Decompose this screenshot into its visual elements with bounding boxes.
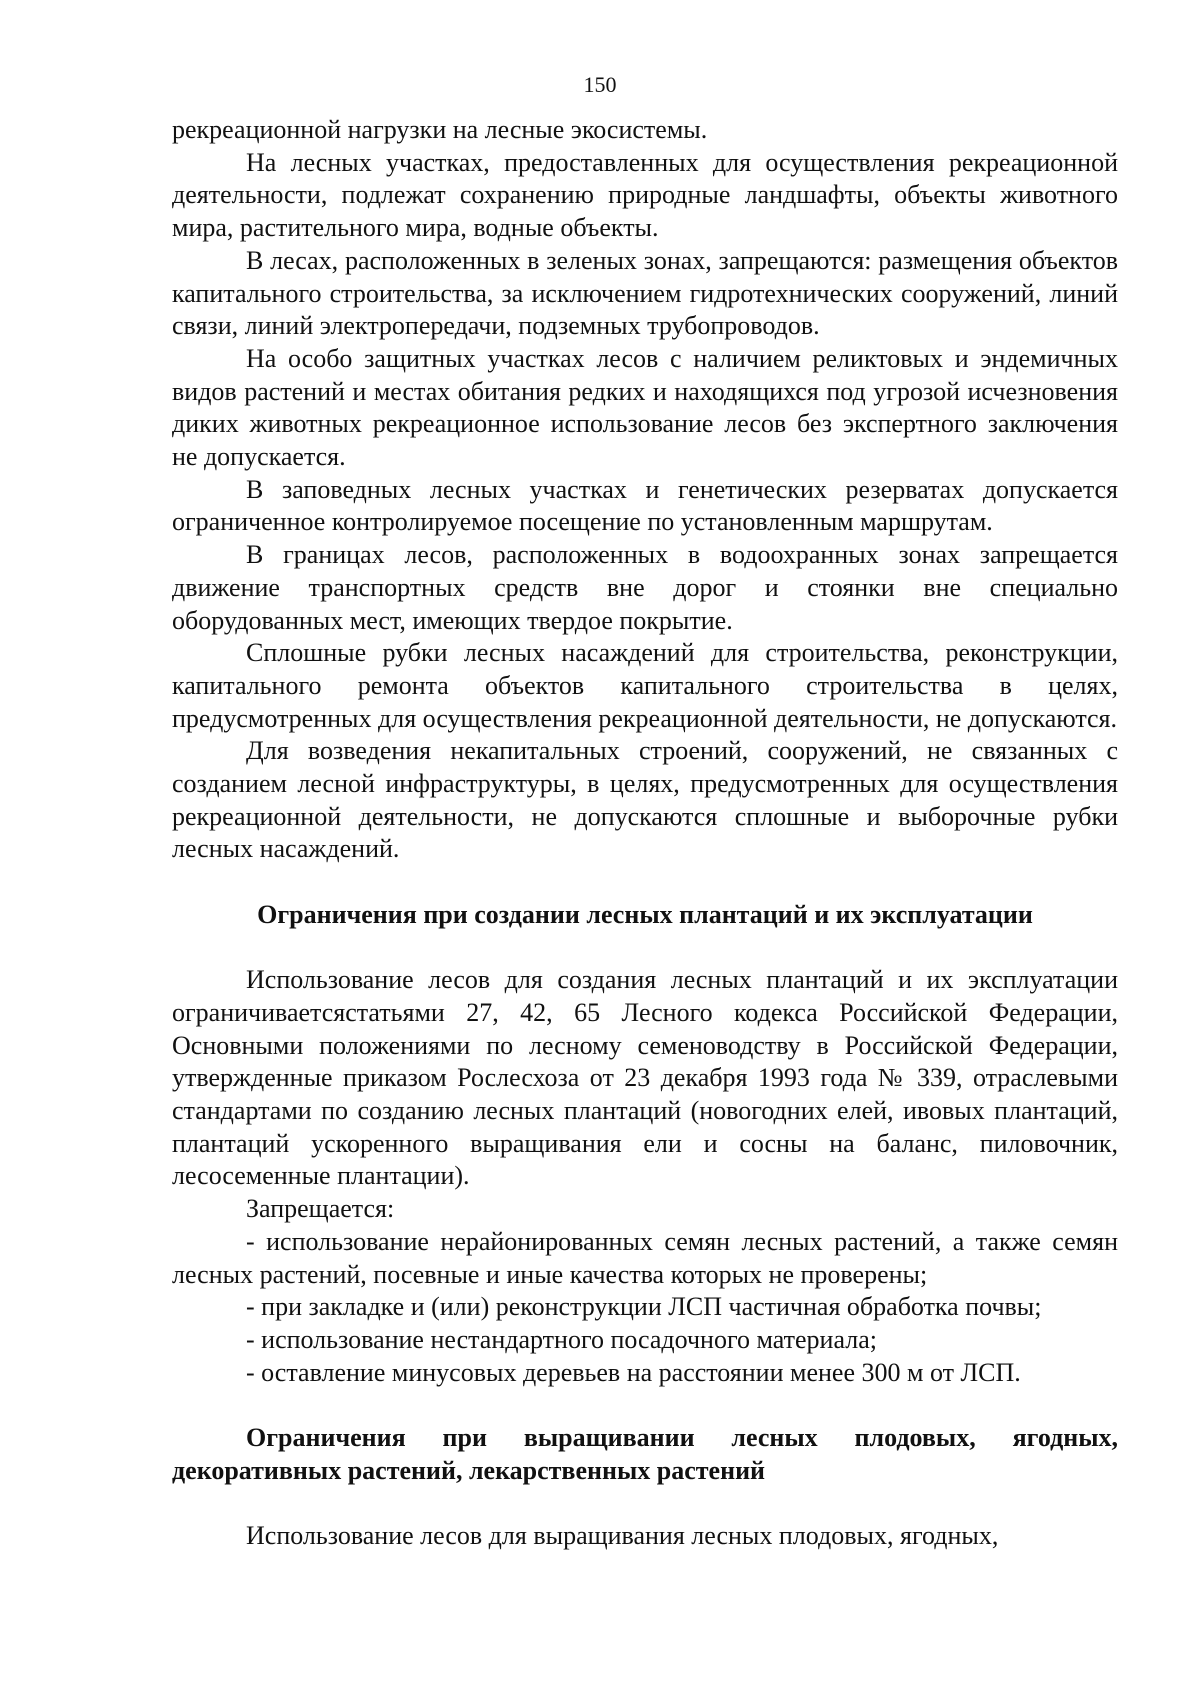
- section-heading-fruit-berry-plants: Ограничения при выращивании лесных плодовых, ягодных, декоративных растений, лекарственных растений: [172, 1423, 1118, 1485]
- spacer: [172, 932, 1118, 965]
- list-item: - использование нестандартного посадочного материала;: [246, 1324, 877, 1354]
- page-number: 150: [583, 72, 617, 97]
- paragraph-water-protection: В границах лесов, расположенных в водоохранных зонах запрещается движение транспортных средств вне дорог и стоянки вне специально оборудованных мест, имеющих твердое покрытие.: [172, 540, 1118, 635]
- list-item: - оставление минусовых деревьев на расстоянии менее 300 м от ЛСП.: [246, 1357, 1021, 1387]
- paragraph-fruit-berry-usage: Использование лесов для выращивания лесных плодовых, ягодных,: [246, 1521, 999, 1551]
- list-item: - при закладке и (или) реконструкции ЛСП частичная обработка почвы;: [246, 1292, 1042, 1322]
- spacer: [172, 1389, 1118, 1422]
- spacer: [172, 1487, 1118, 1520]
- paragraph-recreation-landscapes: На лесных участках, предоставленных для осуществления рекреационной деятельности, подлежат сохранению природные ландшафты, объекты животного мира, растительного мира, водные объекты.: [172, 147, 1118, 243]
- spacer: [172, 866, 1118, 899]
- section-heading-plantations: Ограничения при создании лесных плантаций и их эксплуатации: [257, 899, 1033, 929]
- paragraph-continuation: рекреационной нагрузки на лесные экосистемы.: [172, 115, 708, 144]
- paragraph-green-zones: В лесах, расположенных в зеленых зонах, запрещаются: размещения объектов капитального строительства, за исключением гидротехнических сооружений, линий связи, линий электропередачи, подземных трубопроводов.: [172, 245, 1118, 341]
- document-body: [172, 114, 1118, 1553]
- list-item: - использование нерайонированных семян лесных растений, а также семян лесных растений, посевные и иные качества которых не проверены;: [172, 1226, 1118, 1289]
- prohibition-list: [172, 1226, 1118, 1390]
- paragraph-reserves: В заповедных лесных участках и генетических резерватах допускается ограниченное контролируемое посещение по установленным маршрутам.: [172, 474, 1118, 537]
- paragraph-clear-cutting: Сплошные рубки лесных насаждений для строительства, реконструкции, капитального ремонта объектов капитального строительства в целях, предусмотренных для осуществления рекреационной деятельности, не допускаются.: [172, 638, 1118, 733]
- paragraph-prohibited: Запрещается:: [246, 1194, 395, 1224]
- paragraph-non-capital-structures: Для возведения некапитальных строений, сооружений, не связанных с созданием лесной инфраструктуры, в целях, предусмотренных для осуществления рекреационной деятельности, не допускаются сплошные и выборочные рубки лесных насаждений.: [172, 736, 1118, 864]
- paragraph-plantations-usage: Использование лесов для создания лесных плантаций и их эксплуатации ограничиваетсястатьями 27, 42, 65 Лесного кодекса Российской Федерации, Основными положениями по лесному семеноводству в Российской Федерации, утвержденные приказом Рослесхоза от 23 декабря 1993 года № 339, отраслевыми стандартами по созданию лесных плантаций (новогодних елей, ивовых плантаций, плантаций ускоренного выращивания ели и сосны на баланс, пиловочник, лесосеменные плантации).: [172, 965, 1118, 1191]
- paragraph-protected-areas: На особо защитных участках лесов с наличием реликтовых и эндемичных видов растений и местах обитания редких и находящихся под угрозой исчезновения диких животных рекреационное использование лесов без экспертного заключения не допускается.: [172, 343, 1118, 472]
